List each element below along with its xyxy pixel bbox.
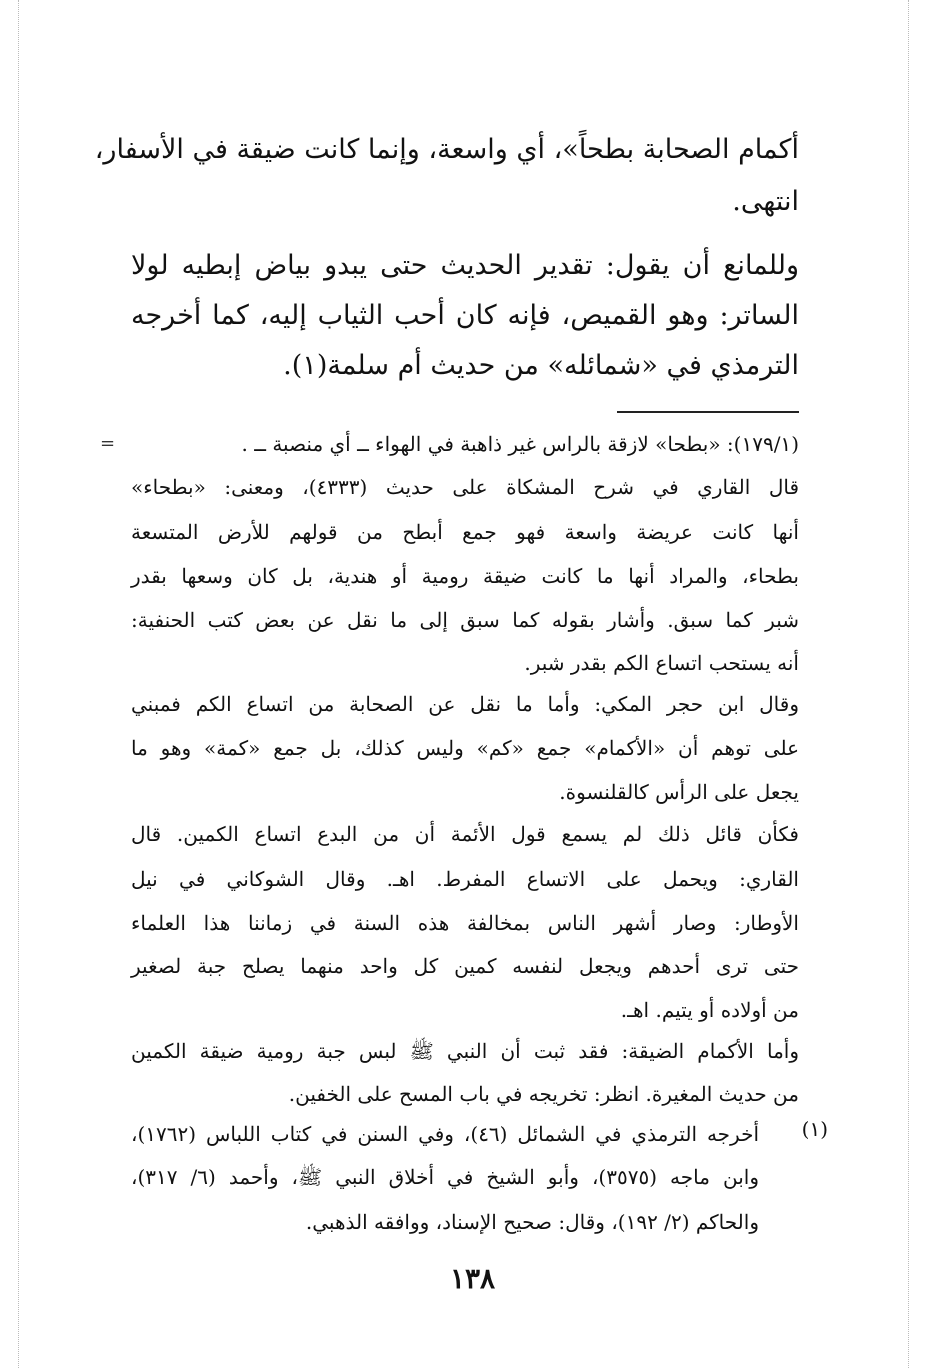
footnote-line: من أولاده أو يتيم. اهـ. [620, 998, 799, 1022]
footnote-line: وقال ابن حجر المكي: وأما ما نقل عن الصحابة من اتساع الكم فمبني [131, 692, 799, 716]
footnote-line: القاري: ويحمل على الاتساع المفرط. اهـ. وقال الشوكاني في نيل [131, 867, 799, 891]
footnote-line: بطحاء، والمراد أنها ما كانت ضيقة رومية أو هندية، بل كان وسعها بقدر [131, 564, 799, 588]
footnote-line: قال القاري في شرح المشكاة على حديث (٤٣٣٣)، ومعنى: «بطحاء» [131, 475, 800, 499]
main-text-line: الترمذي في «شمائله» من حديث أم سلمة(١). [283, 350, 799, 381]
footnote-line: شبر كما سبق. وأشار بقوله كما سبق إلى ما نقل عن بعض كتب الحنفية: [131, 608, 799, 632]
footnote-line: فكأن قائل ذلك لم يسمع قول الأئمة أن من البدع اتساع الكمين. قال [131, 822, 799, 846]
footnote-line: يجعل على الرأس كالقلنسوة. [559, 780, 799, 804]
page-number: ١٣٨ [449, 1262, 496, 1295]
main-text-line: أكمام الصحابة بطحاً»، أي واسعة، وإنما كانت ضيقة في الأسفار، [94, 134, 799, 165]
footnote-line: وابن ماجه (٣٥٧٥)، وأبو الشيخ في أخلاق النبي ﷺ، وأحمد (٦/ ٣١٧)، [131, 1165, 759, 1189]
footnote-line: أنها كانت عريضة واسعة فهو جمع أبطح من قولهم للأرض المتسعة [131, 520, 799, 544]
footnote-number: (١) [801, 1117, 828, 1141]
footnote-line: وأما الأكمام الضيقة: فقد ثبت أن النبي ﷺ لبس جبة رومية ضيقة الكمين [131, 1039, 799, 1063]
footnote-separator [617, 411, 799, 413]
main-text-line: انتهى. [732, 186, 799, 217]
footnote-line: على توهم أن «الأكمام» جمع «كم» وليس كذلك، بل جمع «كمة» وهو ما [131, 736, 799, 760]
footnote-line: (١٧٩/١): «بطحا» لازقة بالراس غير ذاهبة في الهواء ــ أي منصبة ــ . [241, 432, 799, 456]
footnote-line: أخرجه الترمذي في الشمائل (٤٦)، وفي السنن في كتاب اللباس (١٧٦٢)، [131, 1122, 760, 1146]
footnote-line: الأوطار: وصار أشهر الناس بمخالفة هذه السنة في زماننا هذا العلماء [131, 911, 799, 935]
footnote-line: من حديث المغيرة. انظر: تخريجه في باب المسح على الخفين. [288, 1082, 799, 1106]
scan-edge-dots [18, 0, 19, 1368]
main-text-line: الساتر: وهو القميص، فإنه كان أحب الثياب إليه، كما أخرجه [131, 300, 799, 331]
scan-edge-dots [908, 0, 909, 1368]
footnote-line: والحاكم (٢/ ١٩٢)، وقال: صحيح الإسناد، ووافقه الذهبي. [305, 1210, 759, 1234]
main-text-line: وللمانع أن يقول: تقدير الحديث حتى يبدو بياض إبطيه لولا [131, 250, 799, 281]
footnote-line: أنه يستحب اتساع الكم بقدر شبر. [524, 651, 799, 675]
continuation-mark: = [100, 433, 116, 454]
footnote-line: حتى ترى أحدهم ويجعل لنفسه كمين كل واحد منهما يصلح جبة لصغير [131, 954, 799, 978]
